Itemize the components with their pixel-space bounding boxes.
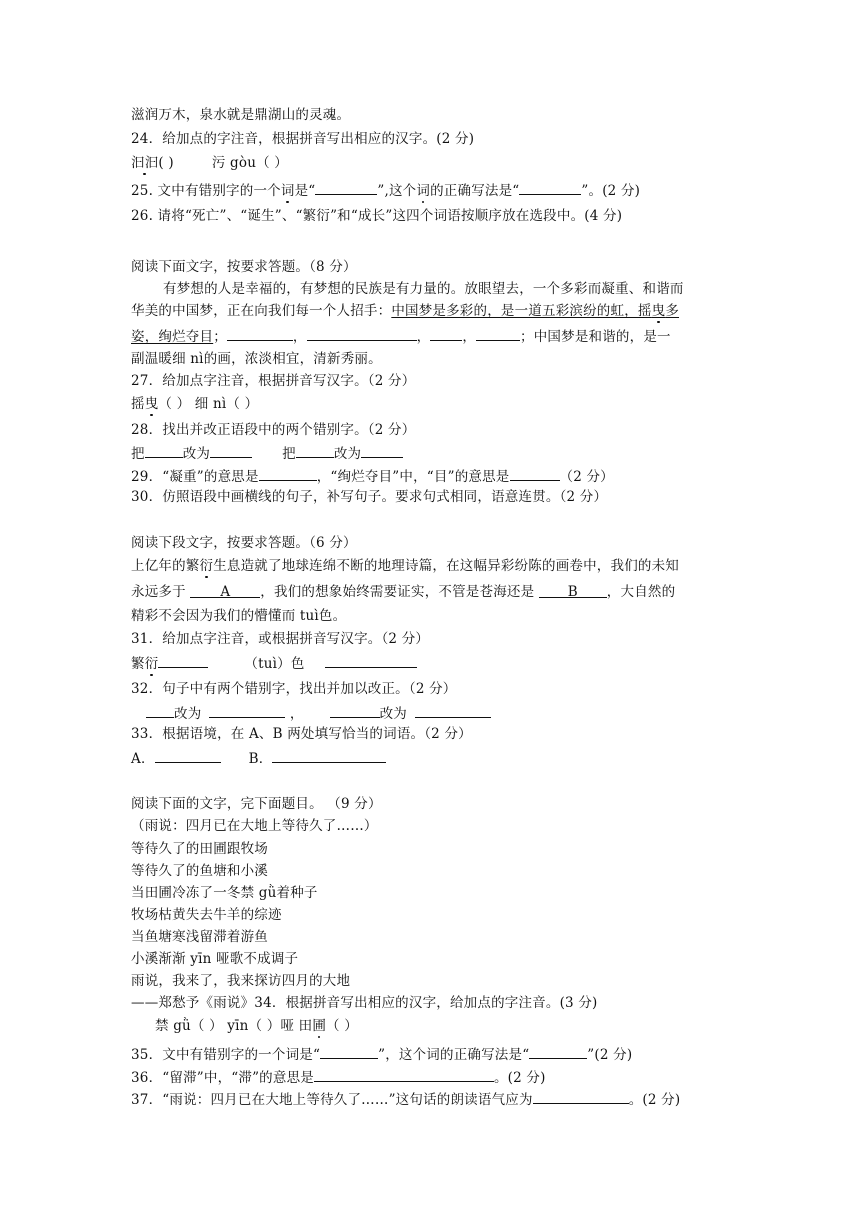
section4-header: 阅读下面的文字，完下面题目。 （9 分） <box>131 796 382 812</box>
answer-blank[interactable] <box>296 443 334 458</box>
q34-text: 禁 gǜ（ ） yīn（ ）哑 田 <box>155 1018 313 1034</box>
q31-text: 繁 <box>131 656 145 672</box>
question-27-items <box>131 395 258 413</box>
poem-line: 等待久了的田圃跟牧场 <box>131 841 268 857</box>
answer-blank[interactable] <box>476 326 520 341</box>
section3-header: 阅读下段文字，按要求答题。（6 分） <box>131 535 357 551</box>
answer-blank[interactable] <box>146 703 174 718</box>
answer-blank[interactable] <box>330 703 380 718</box>
answer-blank[interactable] <box>315 180 377 195</box>
question-37 <box>131 1089 680 1109</box>
q25-text: 的正确写法是“ <box>430 183 520 199</box>
q32-text: ， <box>285 706 304 722</box>
answer-blank[interactable] <box>272 748 386 763</box>
dotted-char: 曳 <box>651 303 666 319</box>
q29-text: 29．“凝重”的意思是 <box>131 469 259 485</box>
answer-blank[interactable] <box>209 703 285 718</box>
poem-line: 当田圃冷冻了一冬禁 gǜ着种子 <box>131 885 318 901</box>
poem-line: 当鱼塘寒浅留滞着游鱼 <box>131 929 268 945</box>
question-33: 33．根据语境，在 A、B 两处填写恰当的词语。（2 分） <box>131 726 472 742</box>
pinyin-gou: 污 gòu（ ） <box>211 155 288 171</box>
q36-text: 36．“留滞”中，“滞”的意思是 <box>131 1070 314 1086</box>
q25-text: 25. 文中有错别字的一个 <box>131 183 281 199</box>
question-33-blanks <box>131 748 386 768</box>
poem-line: 牧场枯黄失去牛羊的综迹 <box>131 907 282 923</box>
passage3-line-1 <box>131 557 679 575</box>
q28-text: 把 <box>131 446 145 462</box>
q29-text: （2 分） <box>559 469 614 485</box>
q34-text: （ ） <box>326 1018 358 1034</box>
q33-label-b: B． <box>248 751 273 767</box>
answer-blank[interactable] <box>325 653 417 668</box>
dotted-char: 衍 <box>199 558 214 574</box>
q28-text: 改为 <box>333 446 362 462</box>
dotted-char: 圃 <box>312 1018 327 1034</box>
question-29 <box>131 466 614 486</box>
poem-line: （雨说：四月已在大地上等待久了……） <box>131 818 378 834</box>
answer-blank[interactable] <box>533 1089 629 1104</box>
passage-text: 生息造就了地球连绵不断的地理诗篇，在这幅异彩纷陈的画卷中，我们的未知 <box>213 558 680 574</box>
passage-text: ， <box>416 329 431 345</box>
answer-paren: ( ) <box>158 155 174 171</box>
q37-text: 。(2 分) <box>628 1092 681 1108</box>
question-28-blanks <box>131 443 403 463</box>
q29-text: ，“绚烂夺目”中，“目”的意思是 <box>316 469 510 485</box>
answer-blank[interactable] <box>210 443 252 458</box>
answer-blank[interactable] <box>155 748 221 763</box>
q27-text: 摇 <box>131 396 145 412</box>
question-31: 31．给加点字注音，或根据拼音写汉字。（2 分） <box>131 631 430 647</box>
q28-text: 把 <box>282 446 296 462</box>
label-b: B <box>567 584 578 600</box>
answer-blank[interactable] <box>227 326 293 341</box>
passage-line-2 <box>131 302 679 320</box>
passage-text: ， <box>292 329 307 345</box>
passage-text: ，大自然的 <box>606 584 676 600</box>
passage-text: 华美的中国梦，正在向我们每一个人招手： <box>131 303 392 319</box>
passage-text: ； <box>213 329 227 345</box>
passage-line-4: 副温暖细 nì的画，浓淡相宜，清新秀丽。 <box>131 351 382 367</box>
q25-text: 是“ <box>294 183 316 199</box>
answer-blank[interactable] <box>529 1044 587 1059</box>
question-32: 32．句子中有两个错别字，找出并加以改正。（2 分） <box>131 681 457 697</box>
q28-text: 改为 <box>182 446 211 462</box>
passage-text: ；中国梦是和谐的，是一 <box>520 329 671 345</box>
poem-source-and-question-34: ——郑愁予《雨说》34．根据拼音写出相应的汉字，给加点的字注音。(3 分) <box>131 995 598 1011</box>
blank-a[interactable] <box>190 583 260 598</box>
underlined-sentence: 姿，绚烂夺目 <box>131 329 214 345</box>
intro-line: 滋润万木，泉水就是鼎湖山的灵魂。 <box>131 107 351 123</box>
answer-blank[interactable] <box>314 1067 494 1082</box>
q31-text: （tuì）色 <box>244 656 305 672</box>
underlined-sentence: 多 <box>665 303 680 319</box>
answer-blank[interactable] <box>361 443 403 458</box>
question-34-items <box>155 1017 358 1035</box>
dotted-char: 衍 <box>144 656 159 672</box>
dotted-char: 曳 <box>144 396 159 412</box>
poem-line: 等待久了的鱼塘和小溪 <box>131 863 268 879</box>
q36-text: 。(2 分) <box>493 1070 546 1086</box>
passage3-line-3: 精彩不会因为我们的懵懂而 tuì色。 <box>131 608 347 624</box>
answer-blank[interactable] <box>510 466 560 481</box>
section2-header: 阅读下面文字，按要求答题。（8 分） <box>131 259 357 275</box>
answer-blank[interactable] <box>415 703 491 718</box>
passage-line-3 <box>131 326 671 346</box>
answer-blank[interactable] <box>519 180 581 195</box>
answer-blank[interactable] <box>320 1044 378 1059</box>
answer-blank[interactable] <box>259 466 317 481</box>
q35-text: ”(2 分) <box>587 1047 633 1063</box>
q25-text: ”,这个 <box>377 183 417 199</box>
question-25 <box>131 180 640 200</box>
answer-blank[interactable] <box>430 326 462 341</box>
q32-text: 改为 <box>174 706 202 722</box>
question-24: 24．给加点的字注音，根据拼音写出相应的汉字。(2 分) <box>131 131 475 147</box>
dotted-char: 词 <box>280 183 295 199</box>
dotted-word-guigui: 汩汩 <box>131 155 159 171</box>
underlined-sentence: 中国梦是多彩的，是一道五彩滨纷的虹，摇 <box>391 303 652 319</box>
q35-text: ”，这个词的正确写法是“ <box>378 1047 530 1063</box>
passage3-line-2 <box>131 583 675 601</box>
label-a: A <box>220 584 231 600</box>
answer-blank[interactable] <box>158 653 208 668</box>
passage-text: 上亿年的繁 <box>131 558 200 574</box>
q32-text: 改为 <box>379 706 408 722</box>
question-35 <box>131 1044 632 1064</box>
question-27: 27．给加点字注音，根据拼音写汉字。（2 分） <box>131 373 416 389</box>
dotted-char: 词 <box>416 183 431 199</box>
q27-text: （ ） 细 nì（ ） <box>158 396 259 412</box>
answer-blank[interactable] <box>307 326 417 341</box>
answer-blank[interactable] <box>145 443 183 458</box>
passage-text: ，我们的想象始终需要证实，不管是苍海还是 <box>260 584 539 600</box>
question-30: 30．仿照语段中画横线的句子，补写句子。要求句式相同，语意连贯。（2 分） <box>131 489 608 505</box>
q35-text: 35．文中有错别字的一个词是“ <box>131 1047 321 1063</box>
passage-line-1: 有梦想的人是幸福的，有梦想的民族是有力量的。放眼望去，一个多彩而凝重、和谐而 <box>163 281 684 297</box>
question-32-blanks <box>146 703 491 723</box>
question-28: 28．找出并改正语段中的两个错别字。（2 分） <box>131 422 416 438</box>
poem-line: 雨说，我来了，我来探访四月的大地 <box>131 973 351 989</box>
blank-b[interactable] <box>539 583 607 598</box>
q37-text: 37．“雨说：四月已在大地上等待久了……”这句话的朗读语气应为 <box>131 1092 533 1108</box>
q33-label-a: A． <box>131 751 155 767</box>
poem-line: 小溪渐渐 yīn 哑歌不成调子 <box>131 951 299 967</box>
question-26: 26. 请将“死亡”、“诞生”、“繁衍”和“成长”这四个词语按顺序放在选段中。(4 分) <box>131 208 623 224</box>
question-31-items <box>131 653 417 673</box>
passage-text: ， <box>462 329 477 345</box>
q25-text: ”。(2 分) <box>581 183 641 199</box>
question-36 <box>131 1067 546 1087</box>
question-24-items <box>131 154 288 172</box>
passage-text: 永远多于 <box>131 584 191 600</box>
